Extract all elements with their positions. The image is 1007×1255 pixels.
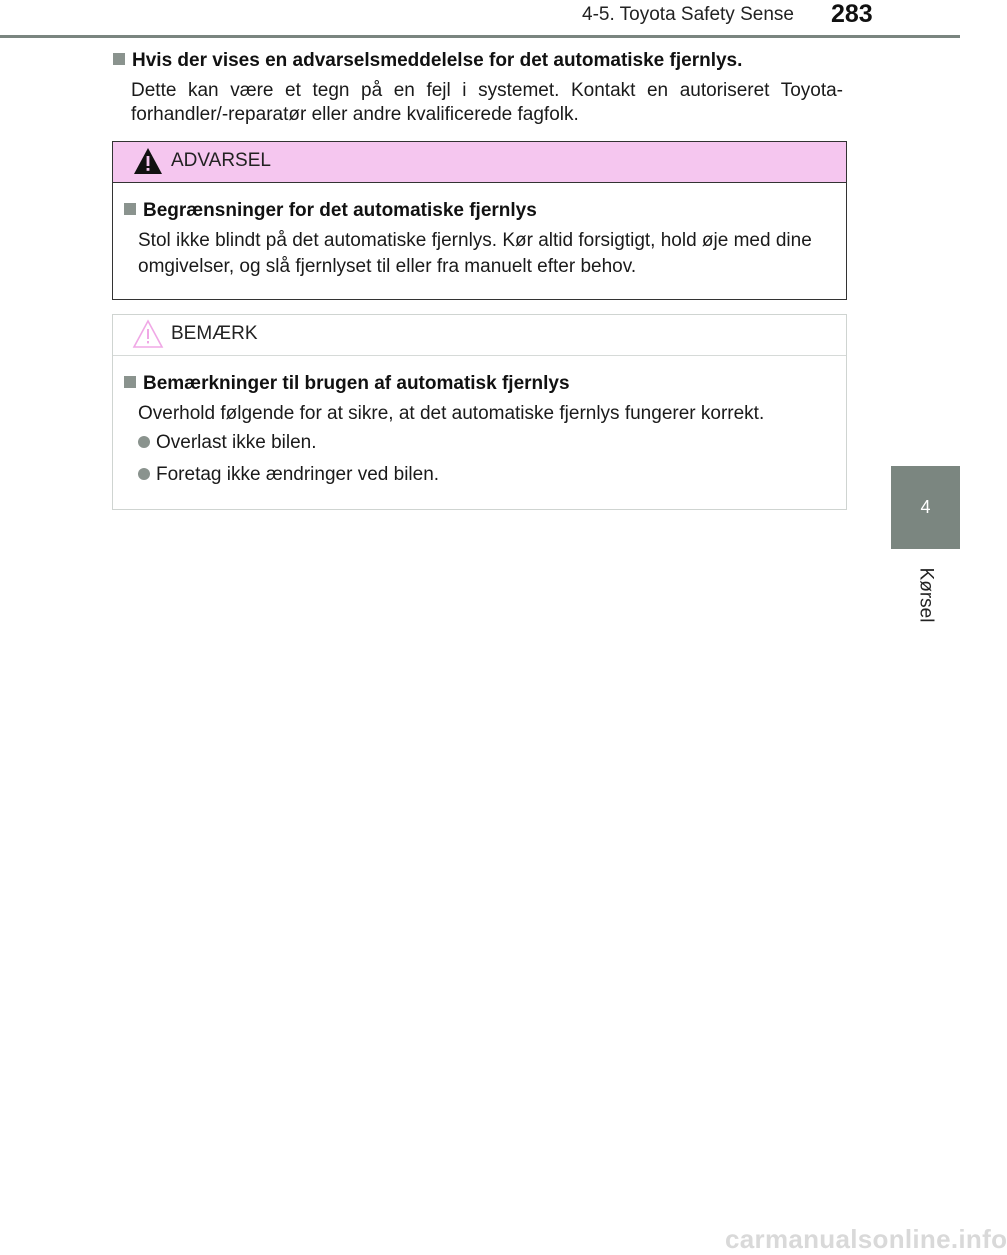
square-bullet-icon xyxy=(124,203,136,215)
note-bullet-text: Foretag ikke ændringer ved bilen. xyxy=(156,464,440,485)
section-body: Dette kan være et tegn på en fejl i systemet. Kontakt en autoriseret Toyota-forhandler/-reparatør eller andre kvalificerede fagfolk. xyxy=(131,80,843,125)
chapter-tab xyxy=(891,466,960,549)
note-box xyxy=(112,314,847,510)
warning-item-heading xyxy=(124,200,537,222)
section-heading-text: Hvis der vises en advarselsmeddelelse for det automatiske fjernlys. xyxy=(132,50,743,71)
caution-triangle-outline-icon xyxy=(132,318,164,350)
warning-box xyxy=(112,141,847,300)
square-bullet-icon xyxy=(124,376,136,388)
round-bullet-icon xyxy=(138,468,150,480)
chapter-tab-number: 4 xyxy=(920,497,931,517)
footer-watermark: carmanualsonline.info xyxy=(725,1224,1007,1254)
warning-box-header xyxy=(113,142,846,183)
square-bullet-icon xyxy=(113,53,125,65)
warning-item-text: Stol ikke blindt på det automatiske fjernlys. Kør altid forsigtigt, hold øje med dine omgivelser, og slå fjernlyset til eller fra manuelt efter behov. xyxy=(138,230,812,277)
chapter-tab-label: Kørsel xyxy=(915,567,937,623)
header-rule xyxy=(0,35,960,38)
note-item-heading xyxy=(124,373,570,395)
note-item-heading-text: Bemærkninger til brugen af automatisk fjernlys xyxy=(143,373,570,394)
page-number: 283 xyxy=(831,0,873,28)
note-box-header xyxy=(113,315,846,356)
note-bullet xyxy=(138,432,317,454)
note-item-text: Overhold følgende for at sikre, at det automatiske fjernlys fungerer korrekt. xyxy=(138,403,765,424)
warning-item-heading-text: Begrænsninger for det automatiske fjernlys xyxy=(143,200,537,221)
note-box-title: BEMÆRK xyxy=(171,323,258,344)
warning-triangle-icon xyxy=(132,145,164,177)
chapter-tab-label-wrap xyxy=(891,560,960,630)
section-heading xyxy=(113,50,742,72)
note-bullet-text: Overlast ikke bilen. xyxy=(156,432,317,453)
note-bullet xyxy=(138,464,439,486)
warning-box-title: ADVARSEL xyxy=(171,150,271,171)
header-section-title: 4-5. Toyota Safety Sense xyxy=(582,4,794,25)
round-bullet-icon xyxy=(138,436,150,448)
